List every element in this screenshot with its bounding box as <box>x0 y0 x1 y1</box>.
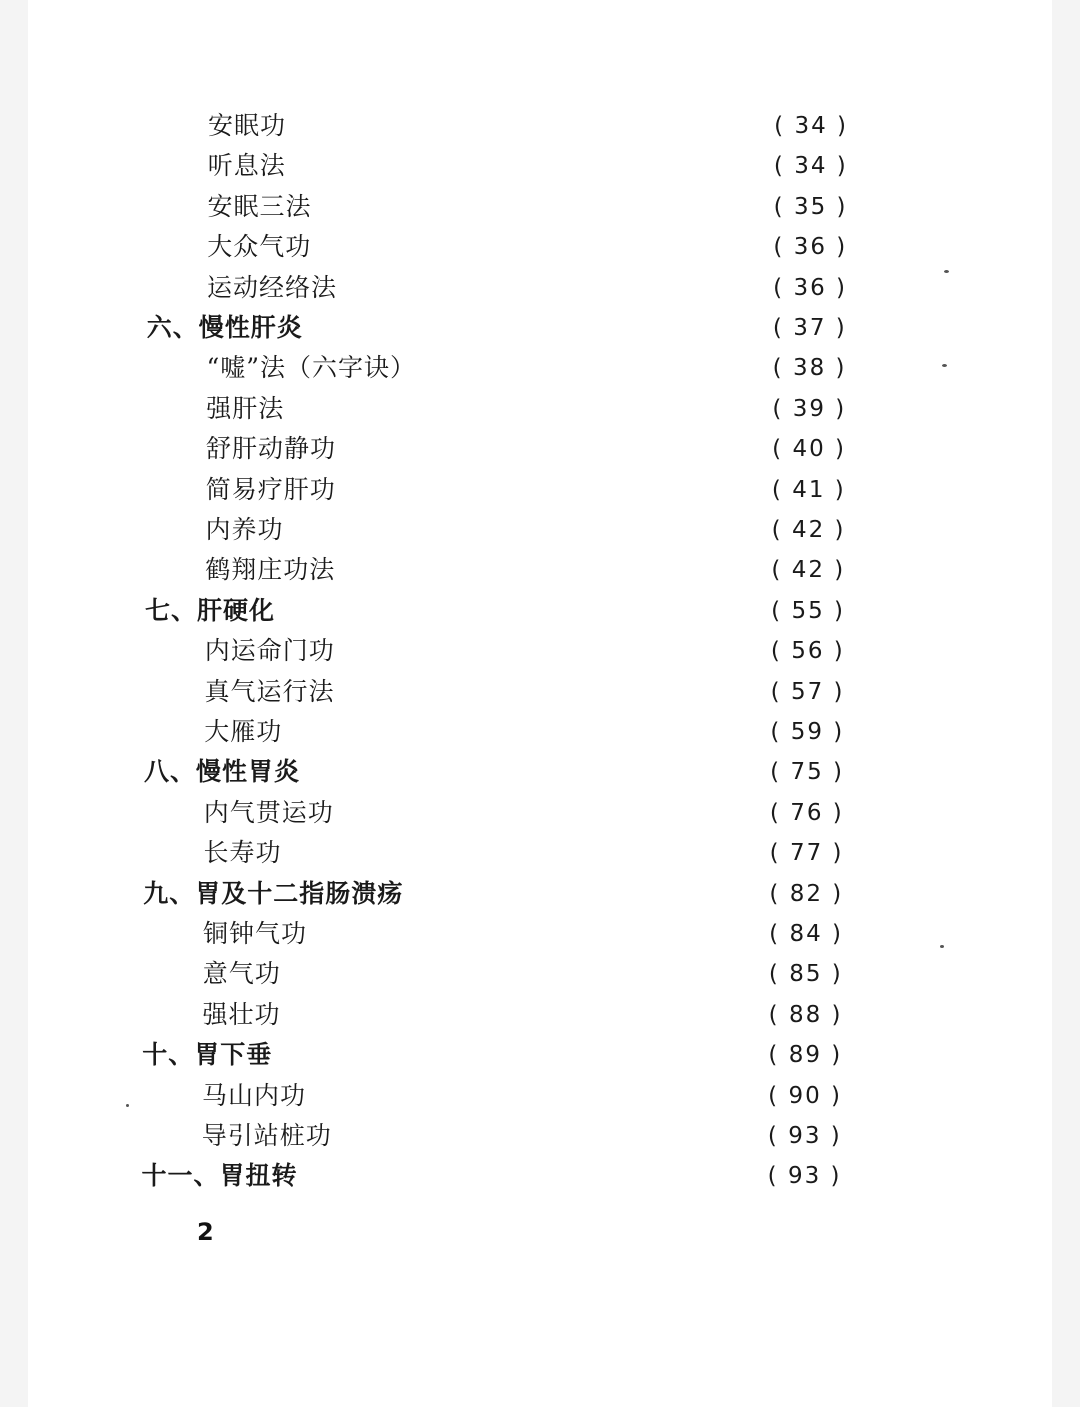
dot-leader <box>334 1116 764 1156</box>
dot-leader <box>283 995 765 1035</box>
toc-entry <box>206 510 846 550</box>
dot-leader <box>288 106 770 146</box>
toc-entry-title: 内养功 <box>205 515 284 544</box>
dot-leader <box>288 146 770 186</box>
toc-entry <box>206 429 846 469</box>
toc-entry-title: 安眠功 <box>208 111 287 140</box>
toc-chapter-entry <box>143 874 843 914</box>
dot-leader <box>338 470 768 510</box>
toc-entry-page: ( 34 ) <box>773 153 848 180</box>
dot-leader <box>305 308 769 348</box>
toc-entry-title: 真气运行法 <box>204 676 335 706</box>
toc-entry-page: ( 77 ) <box>769 840 844 867</box>
toc-entry <box>208 146 848 186</box>
toc-entry-title: 运动经络法 <box>207 272 338 302</box>
toc-entry-page: ( 75 ) <box>770 759 844 786</box>
toc-entry <box>205 672 845 712</box>
toc-entry <box>202 1116 842 1156</box>
scan-speck <box>942 364 947 367</box>
toc-entry-title: 意气功 <box>202 959 281 989</box>
scan-speck <box>940 945 944 948</box>
dot-leader <box>336 793 766 833</box>
toc-entry <box>208 187 848 227</box>
toc-entry-page: ( 42 ) <box>771 517 846 543</box>
toc-entry <box>207 268 847 308</box>
dot-leader <box>405 874 765 914</box>
toc-entry-title: 七、肝硬化 <box>145 595 276 625</box>
toc-entry-page: ( 35 ) <box>773 193 848 220</box>
toc-entry-page: ( 56 ) <box>770 638 845 665</box>
dot-leader <box>302 752 766 792</box>
toc-entry <box>204 833 844 873</box>
toc-entry <box>208 106 848 146</box>
toc-chapter-entry <box>144 752 844 792</box>
toc-entry-page: ( 40 ) <box>772 436 846 463</box>
toc-entry-title: 鹤翔庄功法 <box>205 555 336 585</box>
dot-leader <box>337 550 767 590</box>
dot-leader <box>418 348 769 388</box>
toc-entry-page: ( 55 ) <box>771 597 845 624</box>
toc-entry-title: 铜钟气功 <box>203 919 308 948</box>
dot-leader <box>339 268 769 308</box>
toc-entry-title: 导引站桩功 <box>201 1121 332 1150</box>
toc-entry-title: 大众气功 <box>207 232 312 262</box>
scan-speck <box>944 270 949 273</box>
toc-entry <box>204 712 844 752</box>
dot-leader <box>313 227 769 267</box>
dot-leader <box>286 510 768 550</box>
toc-entry-title: 十一、胃扭转 <box>141 1161 298 1191</box>
toc-entry-page: ( 90 ) <box>768 1082 842 1109</box>
toc-entry-page: ( 82 ) <box>769 880 844 907</box>
toc-entry-title: 六、慢性肝炎 <box>146 313 303 342</box>
toc-entry-page: ( 37 ) <box>772 315 847 341</box>
toc-entry-title: 大雁功 <box>204 717 283 746</box>
toc-chapter-entry <box>142 1156 842 1196</box>
toc-entry-title: 舒肝动静功 <box>206 434 337 464</box>
toc-entry <box>204 793 844 833</box>
toc-chapter-entry <box>147 308 847 348</box>
dot-leader <box>283 954 765 994</box>
toc-entry-title: “嘘”法（六字诀） <box>206 353 417 383</box>
dot-leader <box>286 389 768 429</box>
dot-leader <box>309 914 765 954</box>
dot-leader <box>277 591 767 631</box>
toc-entry-page: ( 39 ) <box>772 395 847 422</box>
toc-entry-title: 长寿功 <box>203 838 282 868</box>
toc-entry <box>206 470 846 510</box>
toc-entry-page: ( 93 ) <box>767 1123 842 1149</box>
toc-entry-page: ( 85 ) <box>768 961 843 988</box>
toc-entry <box>206 389 846 429</box>
dot-leader <box>337 631 767 671</box>
toc-entry <box>203 954 843 994</box>
toc-entry-page: ( 36 ) <box>773 274 847 301</box>
toc-entry-title: 十、胃下垂 <box>142 1040 273 1070</box>
toc-entry-title: 八、慢性胃炎 <box>144 757 301 787</box>
dot-leader <box>337 672 767 712</box>
toc-entry-title: 听息法 <box>207 151 286 181</box>
toc-entry <box>202 1076 842 1116</box>
toc-entry <box>205 631 845 671</box>
toc-entry-title: 内运命门功 <box>204 636 335 666</box>
dot-leader <box>274 1035 764 1075</box>
toc-entry-title: 简易疗肝功 <box>205 474 336 504</box>
toc-chapter-entry <box>145 591 845 631</box>
toc-entry-page: ( 89 ) <box>768 1042 843 1069</box>
toc-entry-page: ( 93 ) <box>767 1163 842 1190</box>
toc-entry-page: ( 36 ) <box>773 234 848 261</box>
toc-entry-title: 马山内功 <box>202 1080 307 1110</box>
dot-leader <box>284 833 766 873</box>
dot-leader <box>314 187 770 227</box>
toc-entry-title: 强壮功 <box>202 999 281 1029</box>
toc-entry-title: 强肝法 <box>206 393 285 423</box>
toc-entry <box>207 227 847 267</box>
toc-entry-page: ( 38 ) <box>772 355 847 382</box>
dot-leader <box>338 429 768 469</box>
toc-entry-page: ( 57 ) <box>770 678 845 705</box>
toc-entry-page: ( 84 ) <box>769 921 843 947</box>
toc-entry <box>207 348 847 388</box>
dot-leader <box>284 712 766 752</box>
toc-entry-title: 九、胃及十二指肠溃疡 <box>143 878 404 908</box>
toc-entry-title: 内气贯运功 <box>203 797 334 827</box>
toc-entry <box>203 995 843 1035</box>
toc-entry-page: ( 42 ) <box>771 557 846 584</box>
toc-entry-page: ( 76 ) <box>769 799 844 826</box>
toc-entry-title: 安眠三法 <box>207 191 312 221</box>
toc-entry-page: ( 88 ) <box>768 1001 843 1028</box>
toc-chapter-entry <box>142 1035 842 1075</box>
toc-entry-page: ( 59 ) <box>770 719 845 745</box>
dot-leader <box>300 1156 764 1196</box>
scan-speck <box>126 1104 129 1107</box>
toc-entry <box>203 914 843 954</box>
toc-entry-page: ( 41 ) <box>771 476 846 503</box>
toc-entry-page: ( 34 ) <box>774 113 848 139</box>
page-number: 2 <box>197 1218 214 1246</box>
dot-leader <box>308 1076 764 1116</box>
toc-entry <box>205 550 845 590</box>
